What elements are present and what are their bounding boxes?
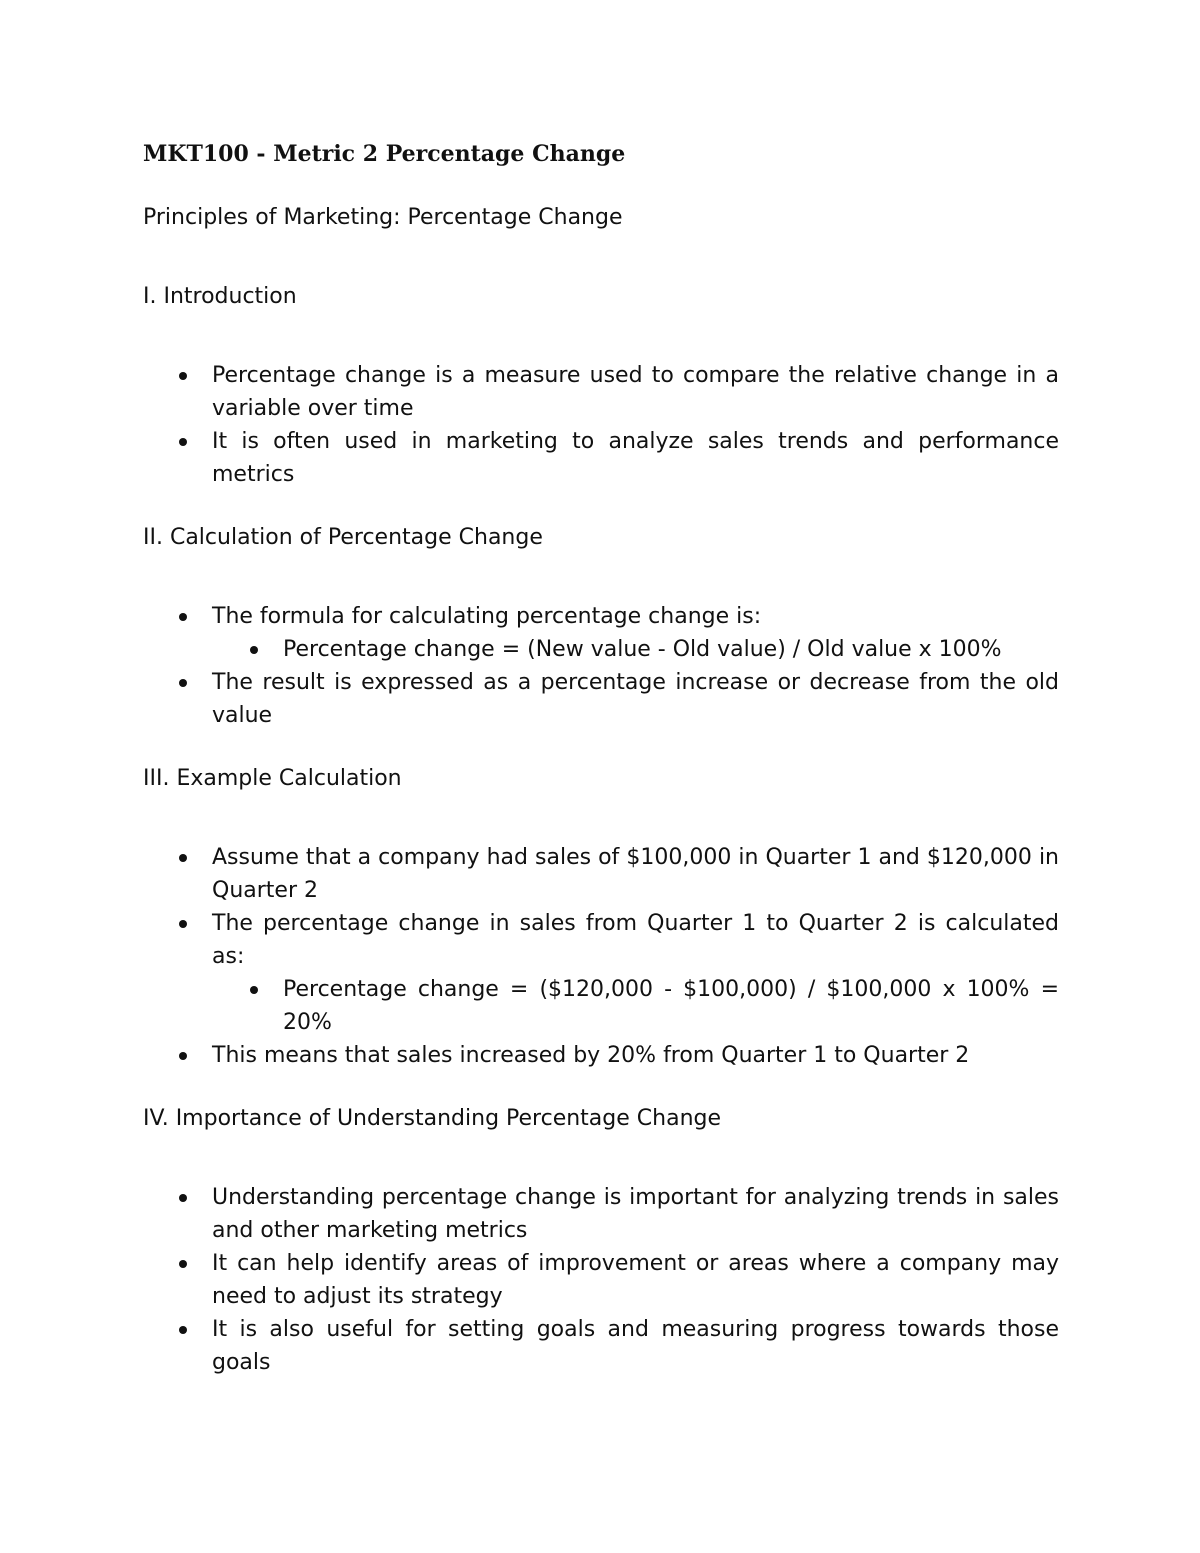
sub-list-item: Percentage change = (New value - Old value) / Old value x 100% xyxy=(143,633,1059,666)
list-item: The result is expressed as a percentage increase or decrease from the old value xyxy=(143,666,1059,732)
section-introduction xyxy=(143,280,1059,491)
list-item: It is also useful for setting goals and measuring progress towards those goals xyxy=(143,1313,1059,1379)
list-item: This means that sales increased by 20% from Quarter 1 to Quarter 2 xyxy=(143,1039,1059,1072)
section-heading: IV. Importance of Understanding Percentage Change xyxy=(143,1106,722,1131)
list-item: It can help identify areas of improvement or areas where a company may need to adjust its strategy xyxy=(143,1247,1059,1313)
bullet-list xyxy=(143,1181,1059,1379)
list-item: Percentage change is a measure used to compare the relative change in a variable over time xyxy=(143,359,1059,425)
list-item: Assume that a company had sales of $100,000 in Quarter 1 and $120,000 in Quarter 2 xyxy=(143,841,1059,907)
list-item: The formula for calculating percentage change is: xyxy=(143,600,1059,633)
list-item: It is often used in marketing to analyze sales trends and performance metrics xyxy=(143,425,1059,491)
bullet-list xyxy=(143,841,1059,1072)
bullet-list xyxy=(143,600,1059,732)
section-calculation xyxy=(143,521,1059,732)
bullet-list xyxy=(143,359,1059,491)
section-importance xyxy=(143,1102,1059,1379)
section-heading: I. Introduction xyxy=(143,284,297,309)
section-example xyxy=(143,762,1059,1072)
section-heading: III. Example Calculation xyxy=(143,766,402,791)
list-item: Understanding percentage change is important for analyzing trends in sales and other marketing metrics xyxy=(143,1181,1059,1247)
section-heading: II. Calculation of Percentage Change xyxy=(143,525,543,550)
sub-list-item: Percentage change = ($120,000 - $100,000) / $100,000 x 100% = 20% xyxy=(143,973,1059,1039)
document-page xyxy=(143,138,1059,1409)
document-subtitle: Principles of Marketing: Percentage Change xyxy=(143,205,623,230)
list-item: The percentage change in sales from Quarter 1 to Quarter 2 is calculated as: xyxy=(143,907,1059,973)
document-title: MKT100 - Metric 2 Percentage Change xyxy=(143,141,626,167)
